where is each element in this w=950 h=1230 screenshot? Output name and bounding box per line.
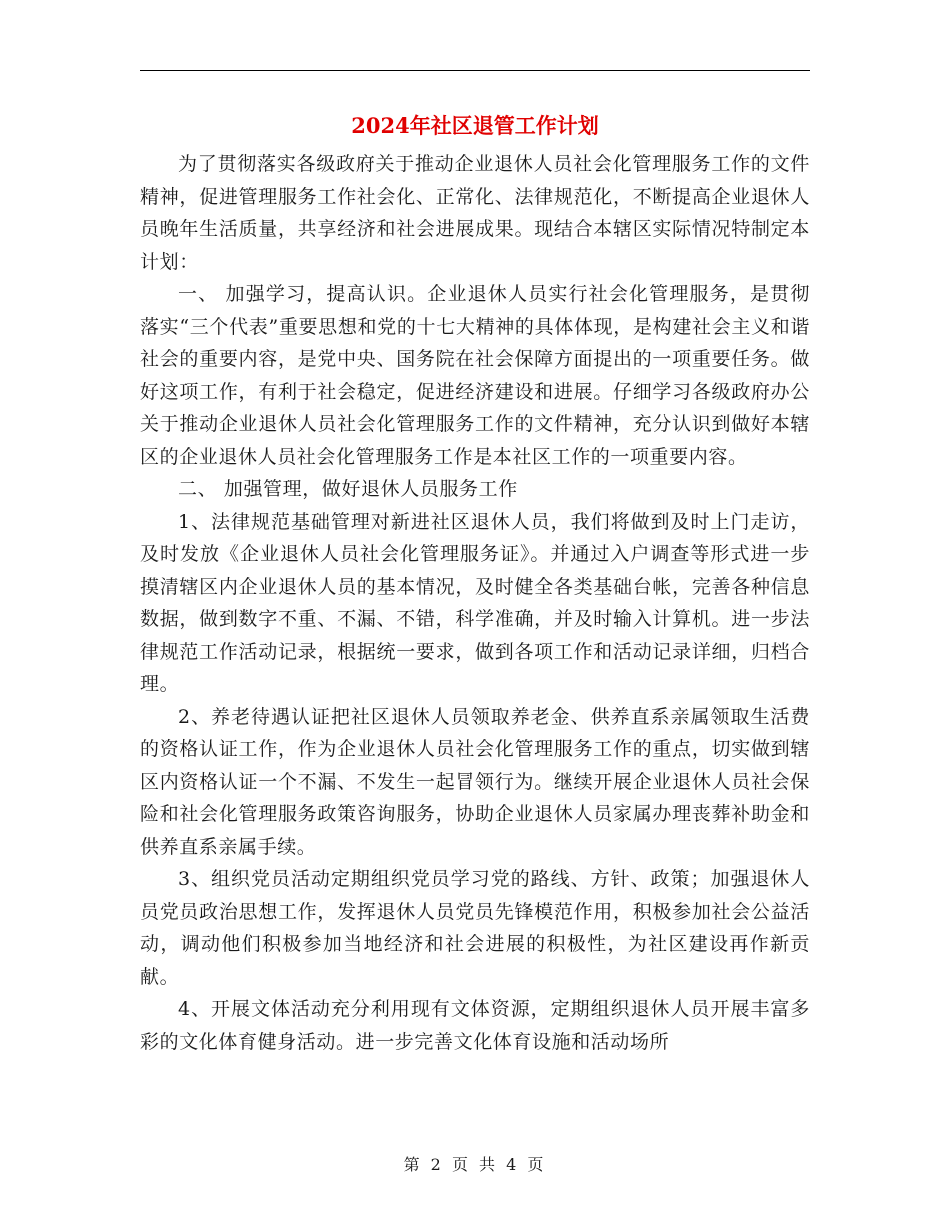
header-rule — [140, 70, 810, 71]
document-body — [140, 148, 810, 1058]
page-footer: 第 2 页 共 4 页 — [403, 1155, 547, 1174]
paragraph-intro: 为了贯彻落实各级政府关于推动企业退休人员社会化管理服务工作的文件精神，促进管理服务工作社会化、正常化、法律规范化，不断提高企业退休人员晚年生活质量，共享经济和社会进展成果。现结合本辖区实际情况特制定本计划： — [140, 153, 810, 273]
paragraph-section-2-heading: 二、 加强管理，做好退休人员服务工作 — [178, 478, 518, 500]
paragraph-item-2: 2、养老待遇认证把社区退休人员领取养老金、供养直系亲属领取生活费的资格认证工作，作为企业退休人员社会化管理服务工作的重点，切实做到辖区内资格认证一个不漏、不发生一起冒领行为。继续开展企业退休人员社会保险和社会化管理服务政策咨询服务，协助企业退休人员家属办理丧葬补助金和供养直系亲属手续。 — [140, 705, 810, 858]
paragraph-item-4: 4、开展文体活动充分利用现有文体资源，定期组织退休人员开展丰富多彩的文化体育健身活动。进一步完善文化体育设施和活动场所 — [140, 998, 810, 1053]
paragraph-item-1: 1、法律规范基础管理对新进社区退休人员，我们将做到及时上门走访，及时发放《企业退休人员社会化管理服务证》。并通过入户调查等形式进一步摸清辖区内企业退休人员的基本情况，及时健全各类基础台帐，完善各种信息数据，做到数字不重、不漏、不错，科学准确，并及时输入计算机。进一步法律规范工作活动记录，根据统一要求，做到各项工作和活动记录详细，归档合理。 — [140, 510, 810, 695]
paragraph-item-3: 3、组织党员活动定期组织党员学习党的路线、方针、政策；加强退休人员党员政治思想工作，发挥退休人员党员先锋模范作用，积极参加社会公益活动，调动他们积极参加当地经济和社会进展的积极性，为社区建设再作新贡献。 — [140, 868, 810, 988]
paragraph-section-1: 一、 加强学习，提高认识。企业退休人员实行社会化管理服务，是贯彻落实“三个代表”重要思想和党的十七大精神的具体体现，是构建社会主义和谐社会的重要内容，是党中央、国务院在社会保障方面提出的一项重要任务。做好这项工作，有利于社会稳定，促进经济建设和进展。仔细学习各级政府办公关于推动企业退休人员社会化管理服务工作的文件精神，充分认识到做好本辖区的企业退休人员社会化管理服务工作是本社区工作的一项重要内容。 — [140, 283, 810, 468]
document-title: 2024年社区退管工作计划 — [351, 113, 599, 138]
